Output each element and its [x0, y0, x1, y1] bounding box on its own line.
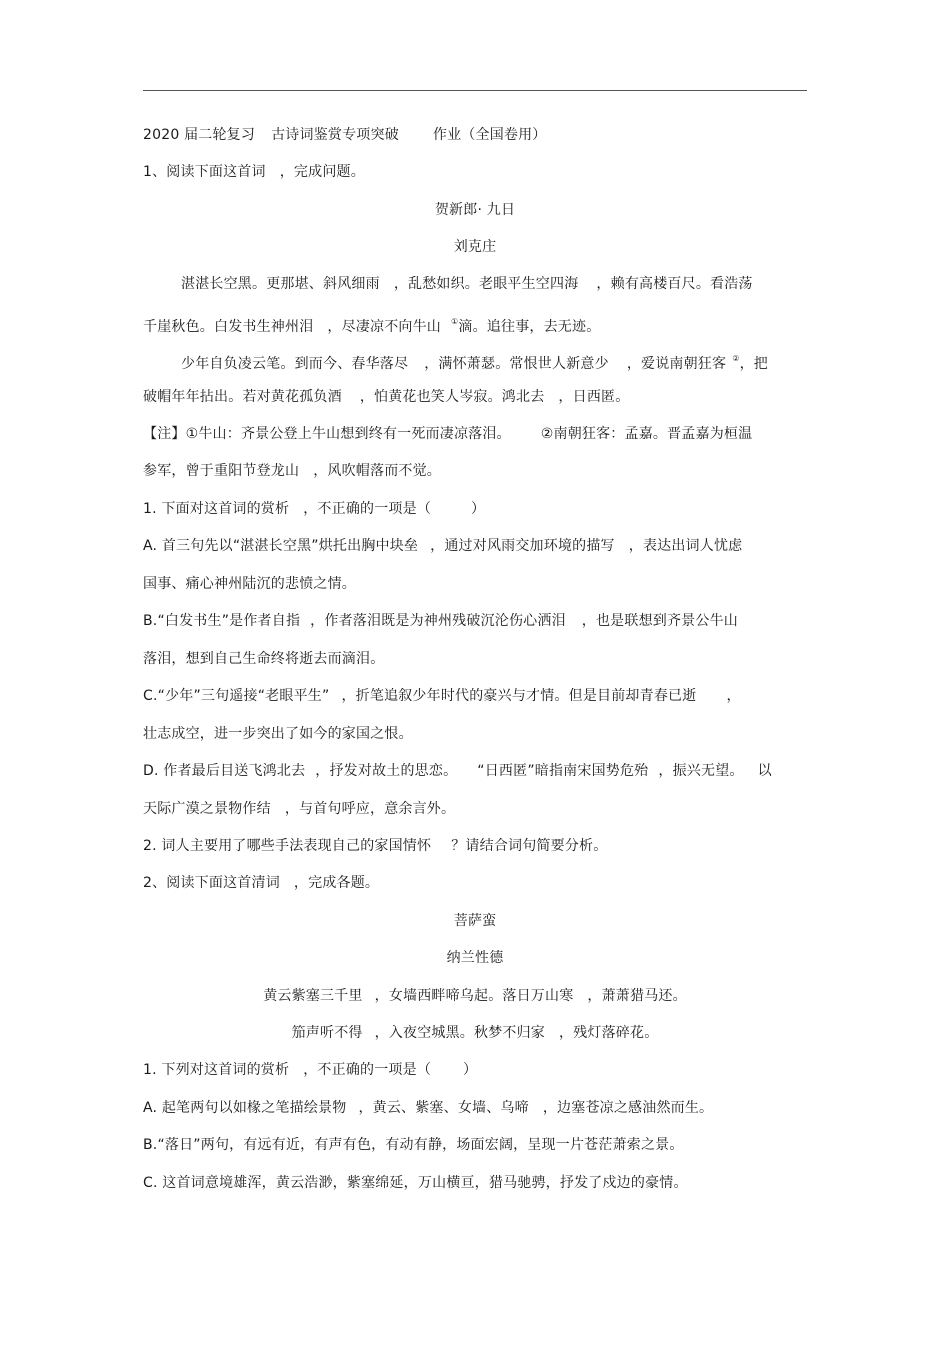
q1-poem-p2-line1 [181, 349, 807, 372]
text-segment: ，黄云、紫塞、女墙、乌啼 [358, 1100, 529, 1116]
q1-poem-title: 贺新郎· 九日 [434, 202, 516, 218]
text-segment: A. 首三句先以“湛湛长空黑”烘托出胸中块垒 [143, 538, 419, 554]
q1-option-b-line2: 落泪，想到自己生命终将逝去而滴泪。 [143, 651, 385, 667]
q1-poem-p1-line2 [143, 312, 807, 335]
text-segment: ，日西匿。 [558, 389, 630, 405]
text-segment: ，女墙西畔啼乌起。落日万山寒 [374, 988, 574, 1004]
text-segment: ， [726, 688, 741, 704]
text-segment: ，满怀萧瑟。常恨世人新意少 [424, 356, 609, 372]
q1-sub1-question [143, 499, 807, 519]
q1-poem-p2-line2 [143, 387, 807, 407]
text-segment: ，尽凄凉不向牛山 [327, 319, 442, 335]
text-segment: ，也是联想到齐景公牛山 [581, 613, 738, 629]
q2-poem-verse2 [143, 1023, 807, 1043]
text-segment: ，爱说南朝狂客 [626, 356, 727, 372]
text-segment: ，怕黄花也笑人岑寂。鸿北去 [359, 389, 545, 405]
q1-option-a-line2: 国事、痛心神州陆沉的悲愤之情。 [143, 576, 356, 592]
q1-intro [143, 162, 807, 182]
footnote-marker-2: ② [732, 354, 740, 363]
text-segment: 2、阅读下面这首清词 [143, 875, 280, 891]
text-segment: 天际广漠之景物作结 [143, 801, 271, 817]
text-segment: ，折笔追叙少年时代的豪兴与才情。但是目前却青春已逝 [341, 688, 697, 704]
title-part-2: 古诗词鉴赏专项突破 [271, 127, 399, 143]
text-segment: “日西匿”暗指南宋国势危殆 [477, 763, 649, 779]
text-segment: ，萧萧猎马还。 [587, 988, 687, 1004]
text-segment: ，不正确的一项是（ [303, 501, 432, 517]
text-segment: 【注】①牛山：齐景公登上牛山想到终有一死而凄凉落泪。 [143, 426, 511, 442]
q1-note-line2 [143, 461, 807, 481]
text-segment: 参军，曾于重阳节登龙山 [143, 463, 300, 479]
q2-intro [143, 873, 807, 893]
text-segment: C.“少年”三句遥接“老眼平生” [143, 688, 330, 704]
text-segment: ，入夜空城黑。秋梦不归家 [374, 1025, 545, 1041]
text-segment: ，把 [739, 356, 768, 372]
footnote-marker-1: ① [451, 317, 459, 326]
text-segment: ，振兴无望。 [658, 763, 744, 779]
text-segment: D. 作者最后目送飞鸿北去 [143, 763, 306, 779]
q1-note-line1 [143, 424, 807, 444]
text-segment: ，乱愁如织。老眼平生空四海 [393, 276, 579, 292]
q2-poem-title: 菩萨蛮 [453, 913, 497, 929]
text-segment: ，完成各题。 [293, 875, 380, 891]
text-segment: ②南朝狂客：孟嘉。晋孟嘉为桓温 [540, 426, 753, 442]
text-segment: ，抒发对故土的思恋。 [315, 763, 458, 779]
text-segment: ，风吹帽落而不觉。 [313, 463, 442, 479]
q1-poem-author: 刘克庄 [453, 239, 497, 255]
text-segment: 破帽年年拈出。若对黄花孤负酒 [143, 389, 342, 405]
text-segment: ，残灯落碎花。 [559, 1025, 659, 1041]
document-title [143, 125, 807, 145]
text-segment: 2. 词人主要用了哪些手法表现自己的家国情怀 [143, 838, 432, 854]
text-segment: A. 起笔两句以如椽之笔描绘景物 [143, 1100, 347, 1116]
q1-intro-b: ，完成问题。 [279, 164, 365, 180]
q1-option-c-line2: 壮志成空，进一步突出了如今的家国之恨。 [143, 726, 413, 742]
text-segment: ，表达出词人忧虑 [628, 538, 743, 554]
text-segment: 千崖秋色。白发书生神州泪 [143, 319, 314, 335]
text-segment: 黄云紫塞三千里 [263, 988, 363, 1004]
q1-intro-a: 1、阅读下面这首词 [143, 164, 266, 180]
text-segment: 滴。追往事，去无迹。 [458, 319, 601, 335]
text-segment: 1. 下列对这首词的赏析 [143, 1062, 290, 1078]
q2-sub1-question [143, 1060, 807, 1080]
text-segment: ，通过对风雨交加环境的描写 [430, 538, 615, 554]
text-segment: ，不正确的一项是（ [303, 1062, 432, 1078]
title-part-1: 2020 届二轮复习 [143, 127, 256, 143]
q1-sub2-question [143, 836, 807, 856]
text-segment: ，与首句呼应，意余言外。 [284, 801, 456, 817]
text-segment: B.“白发书生”是作者自指 [143, 613, 301, 629]
q2-option-a [143, 1098, 807, 1118]
q2-option-b: B.“落日”两句，有远有近，有声有色，有动有静，场面宏阔，呈现一片苍茫萧索之景。 [143, 1137, 684, 1153]
q1-option-d-line1 [143, 761, 807, 781]
text-segment: 以 [757, 763, 772, 779]
q2-poem-author: 纳兰性德 [446, 950, 504, 966]
text-segment: 少年自负凌云笔。到而今、春华落尽 [181, 356, 409, 372]
text-segment: ，赖有高楼百尺。看浩荡 [596, 276, 753, 292]
text-segment: 1. 下面对这首词的赏析 [143, 501, 290, 517]
header-rule [143, 90, 807, 91]
q1-poem-p1-line1 [181, 274, 807, 294]
q1-option-a-line1 [143, 536, 807, 556]
text-segment: ） [463, 1062, 478, 1078]
text-segment: ，边塞苍凉之感油然而生。 [542, 1100, 714, 1116]
q1-option-b-line1 [143, 611, 807, 631]
q2-poem-verse1 [143, 986, 807, 1006]
q1-option-d-line2 [143, 799, 807, 819]
text-segment: 湛湛长空黑。更那堪、斜风细雨 [181, 276, 380, 292]
text-segment: 笳声听不得 [291, 1025, 363, 1041]
text-segment: ？请结合词句简要分析。 [451, 838, 608, 854]
title-part-3: 作业（全国卷用） [432, 127, 547, 143]
q2-option-c: C. 这首词意境雄浑，黄云浩渺，紫塞绵延，万山横亘，猎马驰骋，抒发了戍边的豪情。 [143, 1175, 688, 1191]
text-segment: ，作者落泪既是为神州残破沉沦伤心洒泪 [310, 613, 566, 629]
text-segment: ） [471, 501, 486, 517]
q1-option-c-line1 [143, 686, 807, 706]
